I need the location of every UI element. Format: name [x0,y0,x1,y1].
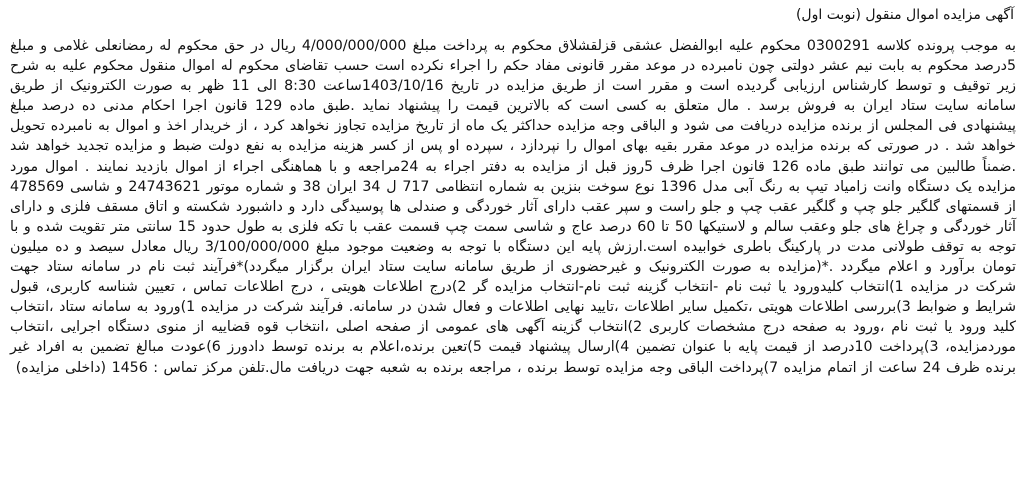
notice-title: آگهی مزایده اموال منقول (نوبت اول) [795,7,1014,23]
auction-notice [10,4,1016,488]
notice-body: به موجب پرونده کلاسه 0300291 محکوم علیه ابوالفضل عشقی قزلقشلاق محکوم به پرداخت مبلغ 4/000/000/000 ریال در حق محکوم له رمضانعلی غلامی و مبلغ 5درصد محکوم به بابت نیم عشر دولتی چون نامبرده در موعد مقرر قانونی مفاد حکم را اجراء نکرده است حسب تقاضای محکوم له اموال منقول محکوم علیه به شرح زیر توقیف و توسط کارشناس ارزیابی گردیده است و مقرر است از طریق مزایده در تاریخ 1403/10/16ساعت 8:30 الی 11 ظهر به صورت الکترونیک از طریق سامانه سایت ستاد ایران به فروش برسد . مال متعلق به کسی است که بالاترین قیمت را پیشنهاد نماید .طبق ماده 129 قانون اجرا احکام مدنی ده درصد مبلغ پیشنهادی فی المجلس از برنده مزایده دریافت می شود و الباقی وجه مزایده حداکثر یک ماه از تاریخ مزایده تجاوز نخواهد کرد ، از خریدار اخذ و اموال به نامبرده تحویل خواهد شد . در صورتی که برنده مزایده در موعد مقرر بقیه بهای اموال را نپردازد ، سپرده او پس از کسر هزینه مزایده به نفع دولت ضبط و مزایده تجدید خواهد شد .ضمناً طالبین می توانند طبق ماده 126 قانون اجرا ظرف 5روز قبل از مزایده به دفتر اجراء به 24مراجعه و با هماهنگی اجراء از اموال بازدید نمایند . اموال مورد مزایده یک دستگاه وانت زامیاد تیپ به رنگ آبی مدل 1396 نوع سوخت بنزین به شماره انتظامی 717 ل 34 ایران 38 و شماره موتور 24743621 و شاسی 478569 از قسمتهای گلگیر جلو چپ و گلگیر عقب چپ و جلو راست و سپر عقب دارای آثار خوردگی و صندلی ها پوسیدگی دارد و داشبورد شکسته و اتاق مسقف فلزی و دارای آثار خوردگی و چراغ های جلو وعقب سالم و لاستیکها 50 تا 60 درصد عاج و شاسی سمت چپ قسمت عقب با تکه فلزی به طول حدود 15 سانتی متر تقویت شده و با توجه به توقف طولانی مدت در پارکینگ باطری خوابیده است.ارزش پایه این دستگاه با توجه به وضعیت موجود مبلغ 3/100/000/000 ریال معادل سیصد و ده میلیون تومان برآورد و اعلام میگردد .*(مزایده به صورت الکترونیک و غیرحضوری از طریق سامانه سایت ستاد ایران برگزار میگردد)*فرآیند ثبت نام در سامانه ستاد جهت شرکت در مزایده 1)انتخاب کلیدورود یا ثبت نام -انتخاب گزینه ثبت نام-انتخاب مزایده گر 2)درج اطلاعات هویتی ، درج اطلاعات تماس ، تعیین شناسه کاربری، قبول شرایط و ضوابط 3)بررسی اطلاعات هویتی ،تکمیل سایر اطلاعات ،تایید نهایی اطلاعات و فعال شدن در سامانه. فرآیند شرکت در مزایده 1)ورود به سامانه ستاد ،انتخاب کلید ورود یا ثبت نام ،ورود به صفحه درج مشخصات کاربری 2)انتخاب گزینه آگهی های عمومی از صفحه اصلی ،انتخاب قوه قضاییه از منوی دستگاه اجرایی ،انتخاب موردمزایده، 3)پرداخت 10درصد از قیمت پایه با عنوان تضمین 4)ارسال پیشنهاد قیمت 5)تعین برنده،اعلام به برنده توسط دادورز 6)عودت مبالغ تضمین به افراد غیر برنده ظرف 24 ساعت از اتمام مزایده 7)پرداخت الباقی وجه مزایده توسط برنده ، مراجعه برنده به شعبه جهت دریافت مال.تلفن مرکز تماس : 1456 (داخلی مزایده) [10,38,1017,376]
